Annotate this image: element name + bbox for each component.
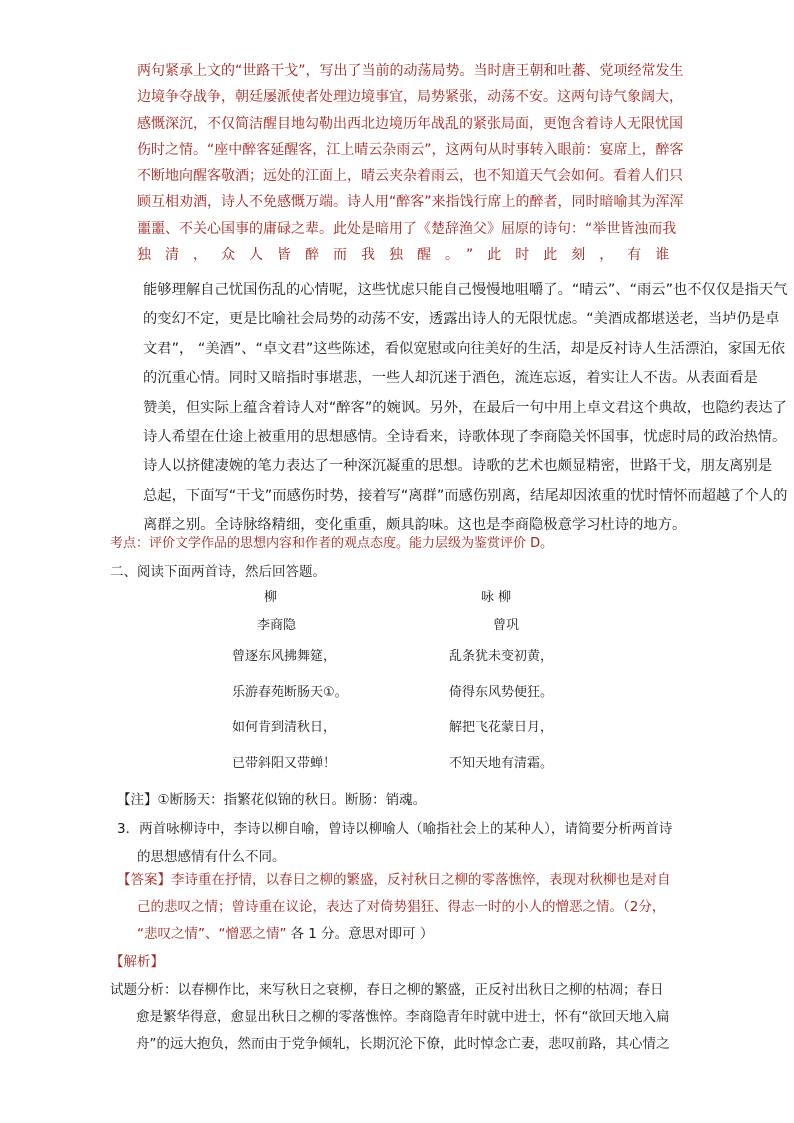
question-3 <box>117 815 672 871</box>
kaodian-line: 考点：评价文学作品的思想内容和作者的观点态度。能力层级为鉴赏评价 D。 <box>110 536 554 551</box>
poem-right-author: 曾巩 <box>493 618 520 633</box>
poem-right-line: 乱条犹未变初黄， <box>449 649 554 664</box>
analysis-dark-line: 离群之别。全诗脉络精细，变化重重，颇具韵味。这也是李商隐极意学习杜诗的地方。 <box>143 517 687 534</box>
section-heading: 二、阅读下面两首诗，然后回答题。 <box>110 564 326 580</box>
poem-note: 【注】①断肠天：指繁花似锦的秋日。断肠：销魂。 <box>117 792 427 808</box>
analysis-red-line: 边境争夺战争，朝廷屡派使者处理边境事宜，局势紧张，动荡不安。这两句诗气象阔大， <box>137 89 683 106</box>
analysis-red-line: 感慨深沉，不仅简洁醒目地勾勒出西北边境历年战乱的紧张局面，更饱含着诗人无限忧国 <box>137 115 683 132</box>
poem-right-line: 不知天地有清霜。 <box>449 756 554 771</box>
poem-left-line: 已带斜阳又带蝉！ <box>232 756 337 771</box>
analysis-dark-line: 诗人希望在仕途上被重用的思想感情。全诗看来，诗歌体现了李商隐关怀国事，忧虑时局的政治热情。 <box>143 429 787 446</box>
poem-left-line: 乐游春苑断肠天①。 <box>232 685 348 700</box>
answer-block <box>117 867 671 948</box>
analysis-dark-line: 文君”， “美酒”、“卓文君”这些陈述，看似宽慰或向往美好的生活，却是反衬诗人生活漂泊，家国无依 <box>143 340 786 357</box>
poem-left-line: 曾逐东风拂舞筵， <box>232 649 337 664</box>
analysis-red-line: 噩噩、不关心国事的庸碌之辈。此处是暗用了《楚辞渔父》屈原的诗句：“举世皆浊而我 <box>137 220 677 237</box>
analysis-red-line: 两句紧承上文的“世路干戈”，写出了当前的动荡局势。当时唐王朝和吐蕃、党项经常发生 <box>137 63 684 79</box>
poem-left-author: 李商隐 <box>257 618 297 633</box>
jiexi-tag: 【解析】 <box>110 954 164 970</box>
analysis-red-paragraph <box>137 58 693 268</box>
analysis-red-line: 伤时之情。“座中醉客延醒客，江上晴云杂雨云”，这两句从时事转入眼前：宴席上，醉客 <box>137 141 684 158</box>
analysis-red-line: 独清，众人皆醉而我独醒。”此时此刻，有谁 <box>137 247 684 264</box>
analysis-red-line: 顾互相劝酒，诗人不免感慨万端。诗人用“醉客”来指饯行席上的醉者，同时暗喻其为浑浑 <box>137 194 684 211</box>
jiexi-line: 舟”的远大抱负，然而由于党争倾轧，长期沉沦下僚，此时悼念亡妻，悲叹前路，其心情之 <box>136 1036 670 1052</box>
poem-right-line: 倚得东风势便狂。 <box>449 685 554 700</box>
poem-right-title: 咏 柳 <box>481 590 512 605</box>
answer-line: 【答案】李诗重在抒情，以春日之柳的繁盛，反衬秋日之柳的零落憔悴，表现对秋柳也是对自 <box>117 872 671 888</box>
poem-right-line: 解把飞花蒙日月， <box>449 720 554 735</box>
answer-line: 己的悲叹之情；曾诗重在议论，表达了对倚势猖狂、得志一时的小人的憎恶之情。（2分， <box>137 899 666 915</box>
analysis-dark-line: 能够理解自己忧国伤乱的心情呢，这些忧虑只能自己慢慢地咀嚼了。“晴云”、“雨云”也不仅仅是指天气 <box>143 282 788 298</box>
answer-scoring-line <box>117 921 671 948</box>
poem-left-title: 柳 <box>264 590 278 605</box>
answer-scoring-rest: 各 1 分。意思对即可 ） <box>290 926 434 942</box>
analysis-dark-line: 赞美，但实际上蕴含着诗人对“醉客”的婉讽。另外，在最后一句中用上卓文君这个典故，也隐约表达了 <box>143 399 787 416</box>
analysis-dark-line: 总起，下面写“干戈”而感伤时势，接着写“离群”而感伤别离，结尾却因浓重的忧时情怀而超越了个人的 <box>143 487 788 504</box>
analysis-dark-paragraph <box>143 276 789 541</box>
analysis-red-line: 不断地向醒客敬酒；远处的江面上，晴云夹杂着雨云，也不知道天气会如何。看着人们只 <box>137 168 683 185</box>
question-line: 的思想感情有什么不同。 <box>137 849 286 865</box>
answer-tag: 【答案】 <box>117 872 171 888</box>
analysis-dark-line: 诗人以挤健凄婉的笔力表达了一种深沉凝重的思想。诗歌的艺术也颇显精密，世路干戈，朋友离别是 <box>143 458 773 475</box>
jiexi-line: 试题分析：以春柳作比，来写秋日之衰柳，春日之柳的繁盛，正反衬出秋日之柳的枯凋；春日 <box>110 982 664 998</box>
analysis-dark-line: 的变幻不定，更是比喻社会局势的动荡不安，透露出诗人的无限忧虑。“美酒成都堪送老，当垆仍是卓 <box>143 311 780 328</box>
poem-left-line: 如何肯到清秋日， <box>232 720 337 735</box>
answer-scoring-quoted: “悲叹之情”、“憎恶之情” <box>137 926 287 942</box>
jiexi-line: 愈是繁华得意，愈显出秋日之柳的零落憔悴。李商隐青年时就中进士，怀有“欲回天地入扁 <box>136 1009 670 1025</box>
jiexi-block <box>110 977 670 1058</box>
analysis-dark-line: 的沉重心情。同时又暗指时事堪悲，一些人却沉迷于酒色，流连忘返，着实让人不齿。从表面看是 <box>143 370 758 387</box>
question-line: 3．两首咏柳诗中，李诗以柳自喻，曾诗以柳喻人（喻指社会上的某种人），请简要分析两首诗 <box>117 821 673 837</box>
